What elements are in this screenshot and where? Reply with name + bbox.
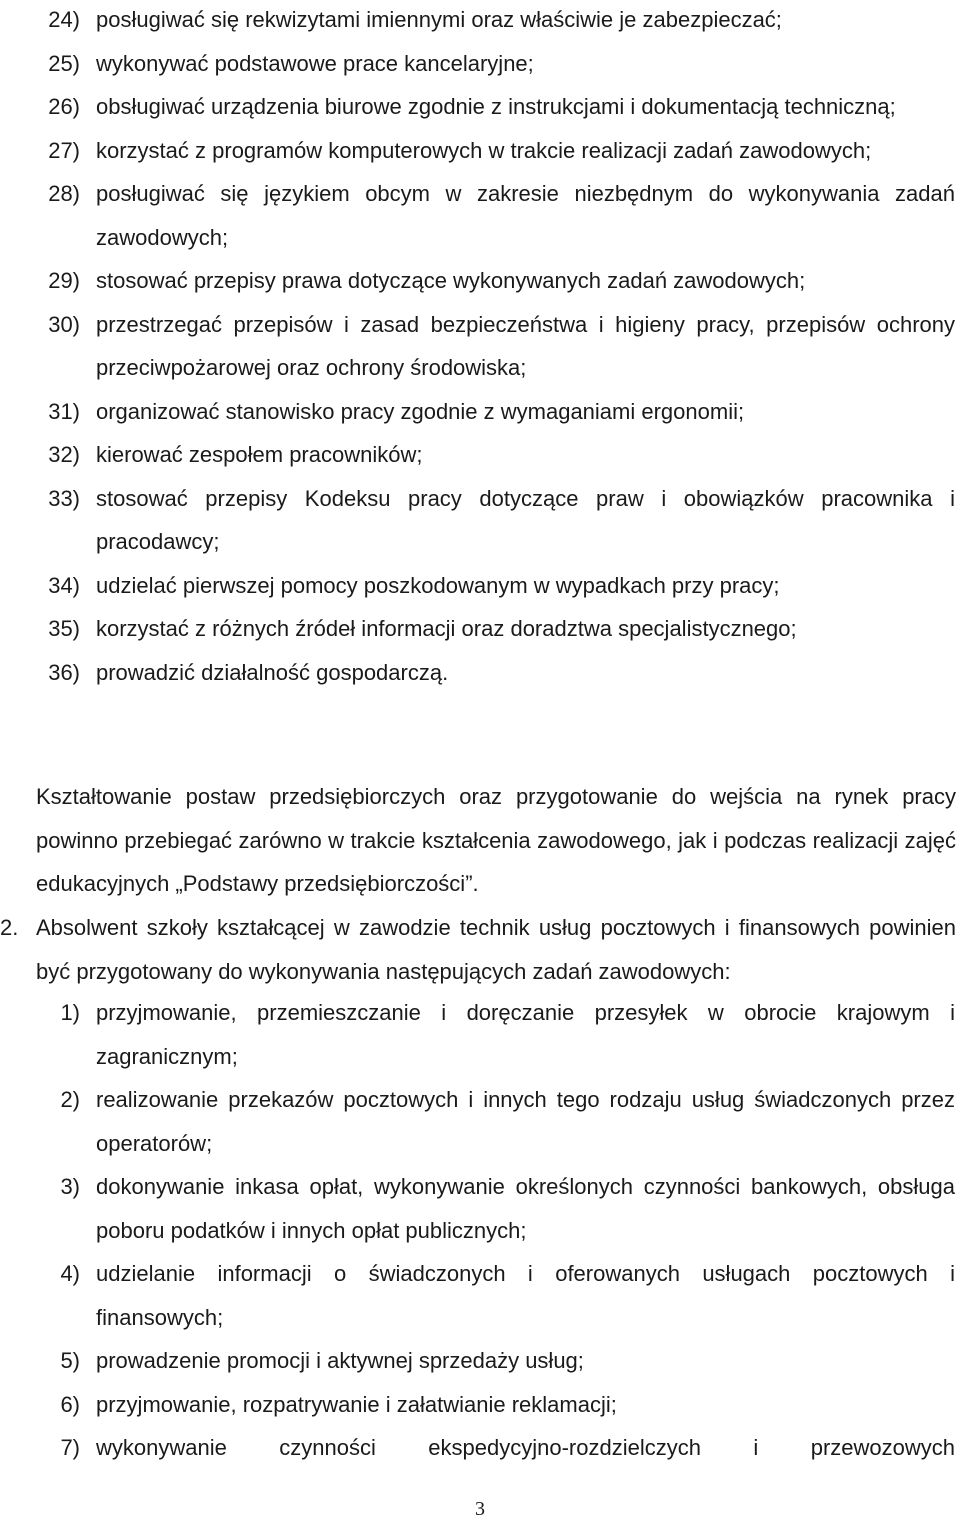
list-item-number: 27) — [48, 137, 80, 163]
list-item-text: prowadzić działalność gospodarczą. — [96, 659, 449, 685]
list-item — [0, 172, 960, 259]
list-item — [0, 1078, 960, 1165]
list-item-text: obsługiwać urządzenia biurowe zgodnie z instrukcjami i dokumentacją techniczną; — [96, 94, 896, 119]
page-number: 3 — [475, 1498, 485, 1520]
list-item-number: 31) — [48, 398, 80, 424]
list-item-text: przyjmowanie, rozpatrywanie i załatwianie reklamacji; — [96, 1391, 617, 1417]
list-item-number: 3) — [60, 1174, 80, 1199]
list-item — [0, 991, 960, 1078]
list-item — [0, 607, 960, 651]
list-item — [0, 1165, 960, 1252]
list-item-number: 5) — [60, 1348, 80, 1373]
list-item — [0, 42, 960, 86]
list-item-text: prowadzenie promocji i aktywnej sprzedaży usług; — [96, 1348, 584, 1373]
section-intro-paragraph: Absolwent szkoły kształcącej w zawodzie technik usług pocztowych i finansowych powinien być przygotowany do wykonywania następujących zadań zawodowych: — [36, 915, 956, 984]
list-item-number: 32) — [48, 442, 80, 467]
list-item-text: wykonywać podstawowe prace kancelaryjne; — [96, 50, 534, 76]
list-item-text: posługiwać się rekwizytami imiennymi oraz właściwie je zabezpieczać; — [96, 7, 782, 32]
tasks-list — [0, 991, 960, 1470]
list-item-number: 24) — [48, 7, 80, 32]
list-item-text: korzystać z programów komputerowych w trakcie realizacji zadań zawodowych; — [96, 137, 872, 163]
list-item-text: udzielać pierwszej pomocy poszkodowanym w wypadkach przy pracy; — [96, 572, 780, 598]
competency-list — [0, 0, 960, 694]
list-item-text: stosować przepisy Kodeksu pracy dotyczące praw i obowiązków pracownika i pracodawcy; — [96, 485, 955, 554]
list-item-number: 7) — [60, 1435, 80, 1460]
list-item — [0, 433, 960, 477]
list-item-number: 30) — [48, 311, 80, 337]
list-item-text: stosować przepisy prawa dotyczące wykonywanych zadań zawodowych; — [96, 268, 806, 293]
list-item-text: dokonywanie inkasa opłat, wykonywanie określonych czynności bankowych, obsługa poboru podatków i innych opłat publicznych; — [96, 1174, 955, 1243]
list-item — [0, 651, 960, 695]
list-item-number: 29) — [48, 268, 80, 293]
list-item-number: 6) — [60, 1391, 80, 1417]
list-item — [0, 1252, 960, 1339]
list-item — [0, 564, 960, 608]
list-item — [0, 390, 960, 434]
list-item — [0, 129, 960, 173]
list-item — [0, 1383, 960, 1427]
list-item-text: udzielanie informacji o świadczonych i oferowanych usługach pocztowych i finansowych; — [96, 1261, 955, 1330]
list-item — [0, 1339, 960, 1383]
list-item-text: kierować zespołem pracowników; — [96, 442, 423, 467]
list-item — [0, 1426, 960, 1470]
list-item-number: 35) — [48, 616, 80, 641]
list-item — [0, 0, 960, 42]
list-item-text: organizować stanowisko pracy zgodnie z wymaganiami ergonomii; — [96, 398, 745, 424]
list-item-text: realizowanie przekazów pocztowych i innych tego rodzaju usług świadczonych przez operatorów; — [96, 1087, 955, 1156]
list-item-number: 36) — [48, 659, 80, 685]
list-item-number: 1) — [60, 1000, 80, 1025]
list-item-text: przyjmowanie, przemieszczanie i doręczanie przesyłek w obrocie krajowym i zagranicznym; — [96, 1000, 955, 1069]
list-item — [0, 303, 960, 390]
section-number: 2. — [0, 915, 19, 940]
list-item — [0, 85, 960, 129]
list-item-text: posługiwać się językiem obcym w zakresie niezbędnym do wykonywania zadań zawodowych; — [96, 181, 955, 250]
list-item-number: 33) — [48, 485, 80, 511]
list-item-number: 26) — [48, 94, 80, 119]
list-item-number: 2) — [60, 1087, 80, 1112]
list-item-number: 28) — [48, 181, 80, 206]
entrepreneurship-paragraph: Kształtowanie postaw przedsiębiorczych oraz przygotowanie do wejścia na rynek pracy powinno przebiegać zarówno w trakcie kształcenia zawodowego, jak i podczas realizacji zajęć edukacyjnych „Podstawy przedsiębiorczości”. — [36, 784, 956, 896]
list-item-text: wykonywanie czynności ekspedycyjno-rozdzielczych i przewozowych — [96, 1435, 955, 1460]
list-item-text: korzystać z różnych źródeł informacji oraz doradztwa specjalistycznego; — [96, 616, 797, 641]
list-item — [0, 477, 960, 564]
list-item-number: 4) — [60, 1261, 80, 1286]
list-item-number: 25) — [48, 50, 80, 76]
list-item-number: 34) — [48, 572, 80, 598]
list-item-text: przestrzegać przepisów i zasad bezpieczeństwa i higieny pracy, przepisów ochrony przeciwpożarowej oraz ochrony środowiska; — [96, 311, 955, 380]
list-item — [0, 259, 960, 303]
